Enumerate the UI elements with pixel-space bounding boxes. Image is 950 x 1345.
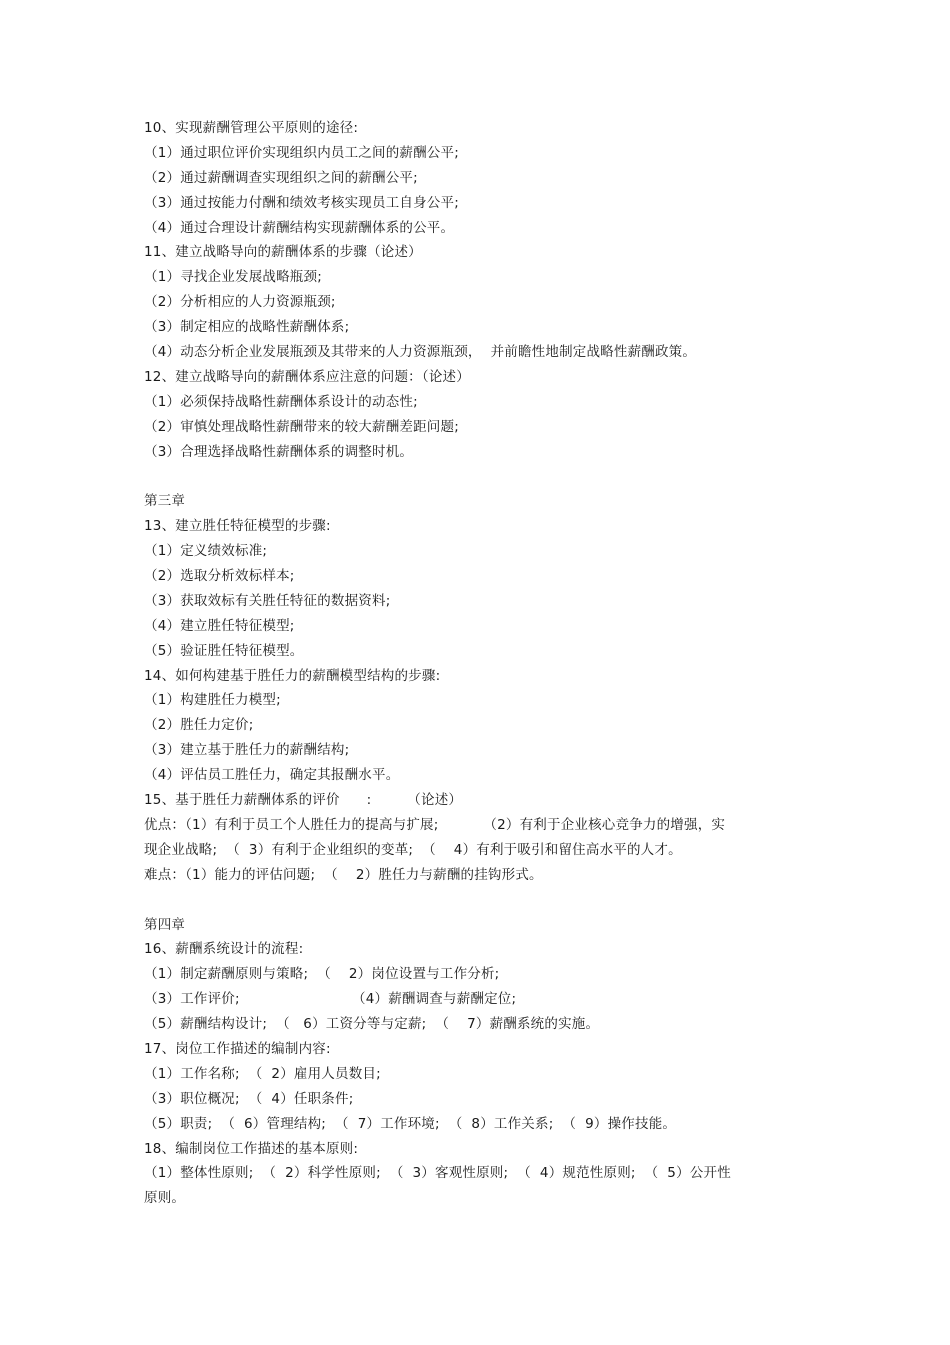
text-line: 难点：（1）能力的评估问题; （ 2）胜任力与薪酬的挂钩形式。 xyxy=(144,866,543,883)
section-chapter-2 xyxy=(144,116,824,464)
text-line: （3）制定相应的战略性薪酬体系; xyxy=(144,319,350,336)
text-line: （2）胜任力定价; xyxy=(144,717,254,734)
text-line: （3）工作评价; （4）薪酬调查与薪酬定位; xyxy=(144,991,517,1008)
text-line: （4）动态分析企业发展瓶颈及其带来的人力资源瓶颈， 并前瞻性地制定战略性薪酬政策。 xyxy=(144,344,697,361)
text-line: 优点：（1）有利于员工个人胜任力的提高与扩展; （2）有利于企业核心竞争力的增强，实 xyxy=(144,816,726,833)
item-16-heading: 16、薪酬系统设计的流程: xyxy=(144,941,304,958)
text-line: （1）通过职位评价实现组织内员工之间的薪酬公平; xyxy=(144,144,459,161)
text-line: （3）建立基于胜任力的薪酬结构; xyxy=(144,742,350,759)
text-line: （4）建立胜任特征模型; xyxy=(144,617,295,634)
text-line: （1）定义绩效标准; xyxy=(144,543,268,560)
text-line: （4）通过合理设计薪酬结构实现薪酬体系的公平。 xyxy=(144,219,455,236)
text-line: （1）整体性原则; （ 2）科学性原则; （ 3）客观性原则; （ 4）规范性原则; （ 5）公开性 xyxy=(144,1165,731,1182)
text-line: （5）职责; （ 6）管理结构; （ 7）工作环境; （ 8）工作关系; （ 9）操作技能。 xyxy=(144,1115,677,1132)
text-line: （1）必须保持战略性薪酬体系设计的动态性; xyxy=(144,393,418,410)
document-page xyxy=(144,116,824,1211)
text-line: （4）评估员工胜任力，确定其报酬水平。 xyxy=(144,767,400,784)
text-line: （5）验证胜任特征模型。 xyxy=(144,642,304,659)
text-line: （2）分析相应的人力资源瓶颈; xyxy=(144,294,336,311)
chapter-title: 第四章 xyxy=(144,916,186,933)
chapter-title: 第三章 xyxy=(144,493,186,510)
item-10-heading: 10、实现薪酬管理公平原则的途径: xyxy=(144,120,359,136)
text-line: 现企业战略; （ 3）有利于企业组织的变革; （ 4）有利于吸引和留住高水平的人才。 xyxy=(144,841,682,858)
text-line: （1）寻找企业发展战略瓶颈; xyxy=(144,269,322,286)
section-spacer xyxy=(144,464,824,489)
item-13-heading: 13、建立胜任特征模型的步骤: xyxy=(144,518,331,535)
item-17-heading: 17、岗位工作描述的编制内容: xyxy=(144,1040,331,1057)
text-line: （1）构建胜任力模型; xyxy=(144,692,281,709)
section-chapter-3 xyxy=(144,489,824,887)
text-line: （1）制定薪酬原则与策略; （ 2）岗位设置与工作分析; xyxy=(144,966,500,983)
text-line: （3）职位概况; （ 4）任职条件; xyxy=(144,1090,354,1107)
item-14-heading: 14、如何构建基于胜任力的薪酬模型结构的步骤: xyxy=(144,667,441,684)
item-18-heading: 18、编制岗位工作描述的基本原则: xyxy=(144,1140,359,1157)
text-line: （2）通过薪酬调查实现组织之间的薪酬公平; xyxy=(144,169,418,186)
text-line: （3）通过按能力付酬和绩效考核实现员工自身公平; xyxy=(144,194,459,211)
item-15-heading: 15、基于胜任力薪酬体系的评价 : （论述） xyxy=(144,792,463,809)
section-spacer xyxy=(144,888,824,913)
text-line: （3）获取效标有关胜任特征的数据资料; xyxy=(144,592,391,609)
section-chapter-4 xyxy=(144,913,824,1212)
text-line: （3）合理选择战略性薪酬体系的调整时机。 xyxy=(144,443,414,460)
text-line: 原则。 xyxy=(144,1190,186,1207)
text-line: （5）薪酬结构设计; （ 6）工资分等与定薪; （ 7）薪酬系统的实施。 xyxy=(144,1016,600,1033)
item-12-heading: 12、建立战略导向的薪酬体系应注意的问题：（论述） xyxy=(144,368,470,385)
text-line: （2）审慎处理战略性薪酬带来的较大薪酬差距问题; xyxy=(144,418,459,435)
text-line: （2）选取分析效标样本; xyxy=(144,568,295,585)
item-11-heading: 11、建立战略导向的薪酬体系的步骤（论述） xyxy=(144,244,422,261)
text-line: （1）工作名称; （ 2）雇用人员数目; xyxy=(144,1065,381,1082)
